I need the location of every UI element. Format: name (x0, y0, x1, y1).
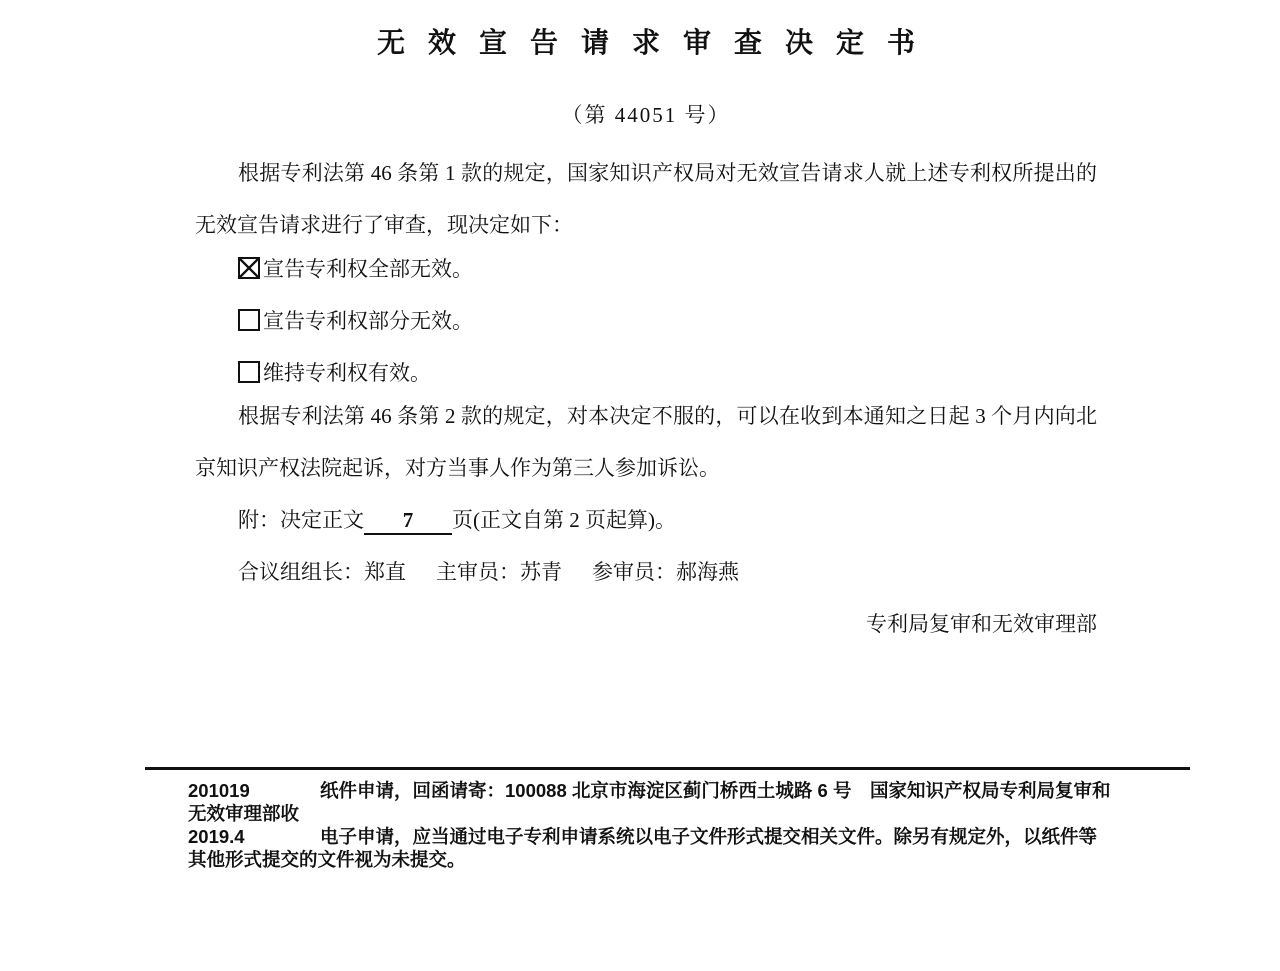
decision-option-label: 宣告专利权部分无效。 (263, 309, 473, 333)
attachment-page-count: 7 (364, 507, 452, 535)
decision-option-label: 维持专利权有效。 (263, 361, 431, 385)
decision-option-label: 宣告专利权全部无效。 (263, 257, 473, 281)
decision-option-partial-invalid (195, 295, 1097, 347)
appeal-rights-paragraph: 根据专利法第 46 条第 2 款的规定，对本决定不服的，可以在收到本通知之日起 3 个月内向北京知识产权法院起诉，对方当事人作为第三人参加诉讼。 (195, 404, 1097, 480)
checkbox-unchecked-icon (238, 361, 260, 383)
checkbox-unchecked-icon (238, 309, 260, 331)
attachment-line (195, 494, 1097, 546)
checkbox-checked-icon (238, 257, 260, 279)
panel-members-line (195, 546, 1097, 598)
panel-primary-examiner: 主审员：苏青 (436, 560, 562, 584)
attachment-suffix: 页(正文自第 2 页起算)。 (452, 508, 676, 532)
footer-note-code: 2019.4 (188, 826, 245, 847)
footer-note-text: 电子申请，应当通过电子专利申请系统以电子文件形式提交相关文件。除另有规定外，以纸件等其他形式提交的文件视为未提交。 (188, 826, 1098, 870)
issuing-department: 专利局复审和无效审理部 (866, 612, 1097, 636)
footer-note-paper (188, 779, 1113, 825)
attachment-prefix: 附：决定正文 (238, 508, 364, 532)
decision-document-page (0, 28, 1280, 971)
footer-section (145, 767, 1190, 871)
legal-basis-paragraph: 根据专利法第 46 条第 1 款的规定，国家知识产权局对无效宣告请求人就上述专利权所提出的无效宣告请求进行了审查，现决定如下： (195, 161, 1097, 237)
footer-note-code: 201019 (188, 780, 250, 801)
panel-chief: 合议组组长：郑直 (238, 560, 406, 584)
panel-co-examiner: 参审员：郝海燕 (592, 560, 739, 584)
footer-notes (188, 779, 1113, 871)
document-body (195, 28, 1097, 650)
document-number: （第 44051 号） (561, 103, 731, 127)
footer-note-electronic (188, 825, 1113, 871)
footer-note-text: 纸件申请，回函请寄：100088 北京市海淀区蓟门桥西土城路 6 号 国家知识产权局专利局复审和无效审理部收 (188, 780, 1111, 824)
document-title: 无效宣告请求审查决定书 (376, 27, 938, 58)
decision-option-full-invalid (195, 243, 1097, 295)
decision-options (195, 243, 1097, 399)
